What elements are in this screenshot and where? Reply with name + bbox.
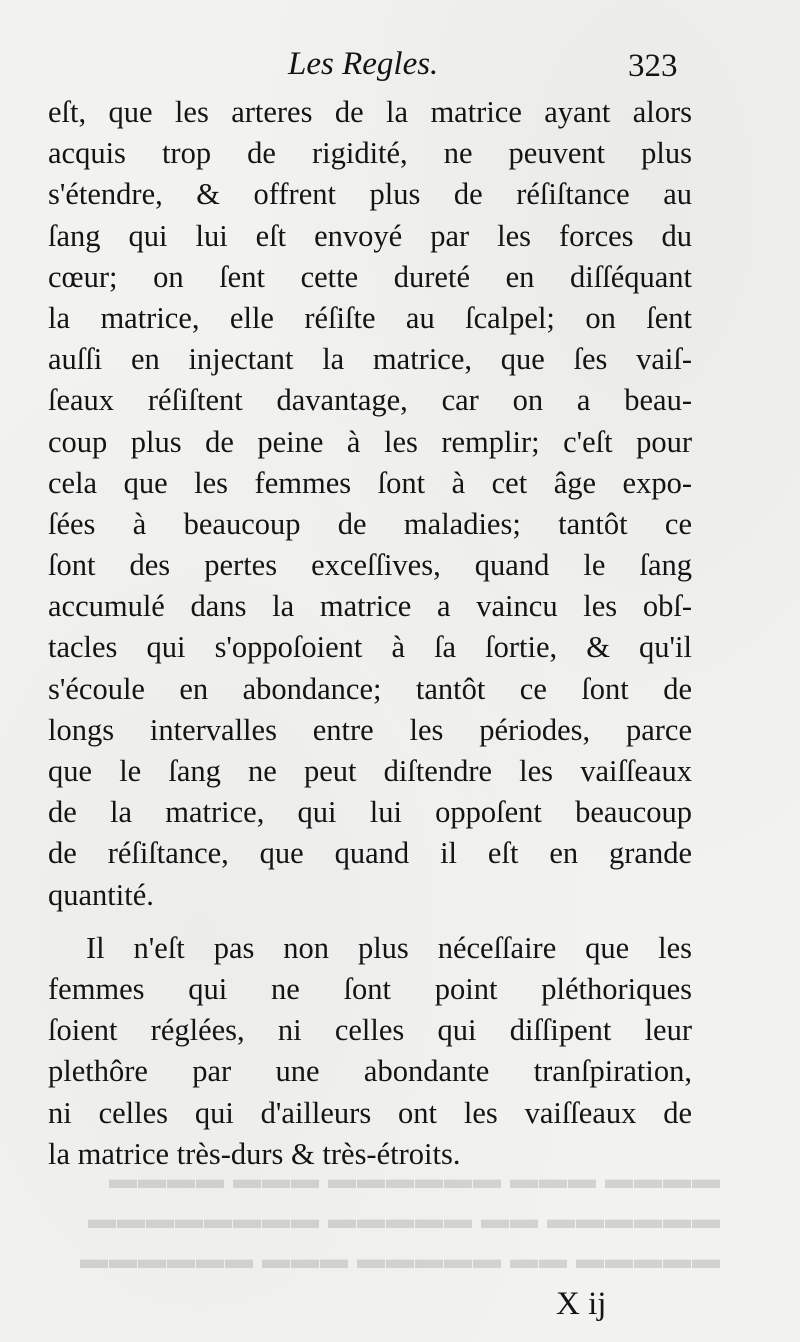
text-line: plethôre par une abondante tranſpiration, [48, 1054, 692, 1089]
text-line: tacles qui s'oppoſoient à ſa ſortie, & qu'il [48, 630, 692, 665]
page-header [0, 44, 800, 94]
text-line: ſoient réglées, ni celles qui diſſipent leur [48, 1013, 692, 1048]
text-line: ſang qui lui eſt envoyé par les forces du [48, 218, 692, 253]
text-line: auſſi en injectant la matrice, que ſes vaiſ- [48, 342, 692, 377]
text-line: Il n'eſt pas non plus néceſſaire que les [86, 930, 692, 965]
paragraph-1 [48, 92, 692, 916]
text-line: longs intervalles entre les périodes, parce [48, 712, 692, 747]
signature-mark: X ij [556, 1286, 607, 1322]
page-number: 323 [628, 48, 678, 84]
paragraph-2 [48, 928, 692, 1175]
text-line: s'étendre, & offrent plus de réſiſtance au [48, 177, 692, 212]
text-line: cœur; on ſent cette dureté en diſſéquant [48, 259, 692, 294]
text-line: ni celles qui d'ailleurs ont les vaiſſeaux de [48, 1095, 692, 1130]
text-line: que le ſang ne peut diſtendre les vaiſſeaux [48, 754, 692, 788]
bleed-through-text: ▬▬▬▬ ▬▬▬ ▬▬▬▬▬▬ ▬▬▬ ▬▬▬▬ ▬▬▬▬▬▬ ▬▬ ▬▬▬▬▬ ▬▬▬▬▬▬▬▬ ▬▬▬▬▬ ▬▬ ▬▬▬▬▬ ▬▬▬ ▬▬▬▬▬▬ [79, 1164, 720, 1275]
running-title: Les Regles. [288, 46, 439, 82]
text-line: s'écoule en abondance; tantôt ce ſont de [48, 671, 692, 706]
text-line: femmes qui ne ſont point pléthoriques [48, 971, 692, 1006]
text-line: la matrice, elle réſiſte au ſcalpel; on ſent [48, 300, 692, 335]
text-line: acquis trop de rigidité, ne peuvent plus [48, 136, 692, 171]
text-line: accumulé dans la matrice a vaincu les obſ- [48, 589, 692, 624]
text-line: eſt, que les arteres de la matrice ayant alors [48, 95, 692, 129]
text-line: cela que les femmes ſont à cet âge expo- [48, 465, 692, 500]
paragraph-gap [48, 916, 692, 928]
text-line: ſont des pertes exceſſives, quand le ſang [48, 548, 692, 583]
text-line: de la matrice, qui lui oppoſent beaucoup [48, 795, 692, 830]
text-line: coup plus de peine à les remplir; c'eſt pour [48, 424, 692, 459]
text-line: ſées à beaucoup de maladies; tantôt ce [48, 506, 692, 541]
body-text [48, 92, 692, 1175]
text-line: de réſiſtance, que quand il eſt en grande [48, 836, 692, 871]
text-line: la matrice très-durs & très-étroits. [48, 1136, 461, 1171]
text-line: ſeaux réſiſtent davantage, car on a beau- [48, 383, 692, 418]
text-line: quantité. [48, 877, 154, 912]
